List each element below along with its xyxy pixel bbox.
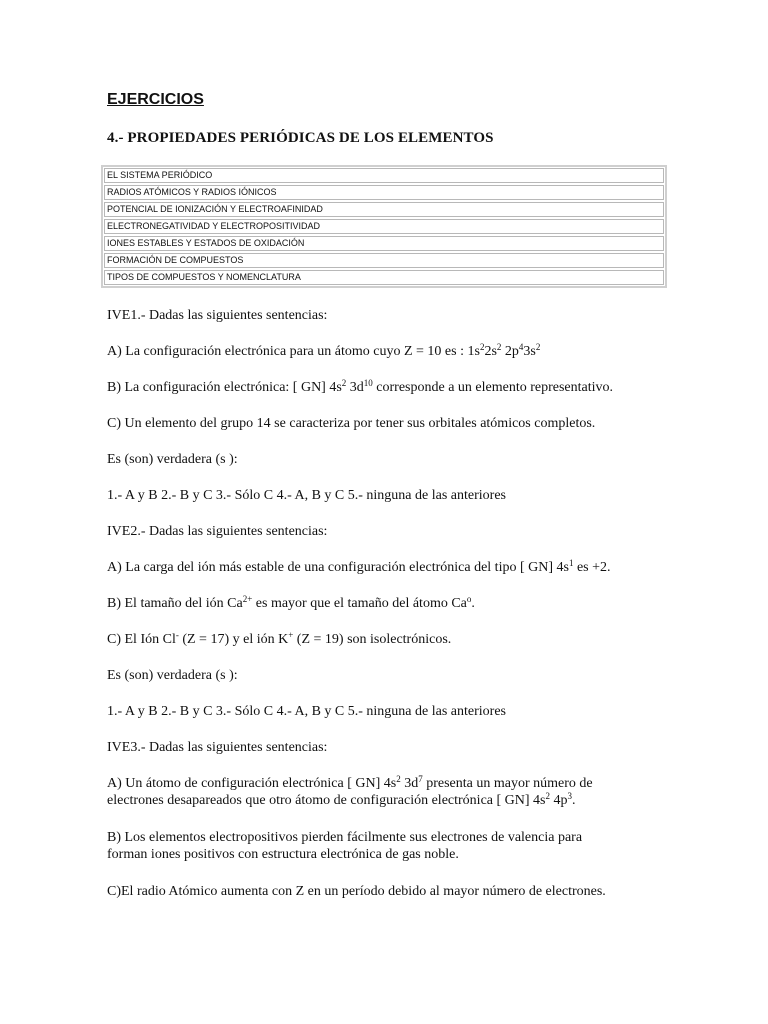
topic-row: TIPOS DE COMPUESTOS Y NOMENCLATURA — [104, 270, 664, 285]
ive2-heading: IVE2.- Dadas las siguientes sentencias: — [107, 524, 328, 539]
topic-row: RADIOS ATÓMICOS Y RADIOS IÓNICOS — [104, 185, 664, 200]
ive1-heading: IVE1.- Dadas las siguientes sentencias: — [107, 308, 328, 323]
ive3-statement-c: C)El radio Atómico aumenta con Z en un período debido al mayor número de electrones. — [107, 884, 606, 899]
ive2-statement-a: A) La carga del ión más estable de una configuración electrónica del tipo [ GN] $4s^1$ es +2. — [107, 558, 611, 575]
ive3-statement-b-line1: B) Los elementos electropositivos pierden fácilmente sus electrones de valencia para — [107, 830, 583, 845]
ive1-statement-a: A) La configuración electrónica para un átomo cuyo Z = 10 es : $1s^22s^2$ $2p^43s^2$ — [107, 342, 541, 359]
ive3-statement-a-line1: A) Un átomo de configuración electrónica [ GN] $4s^2$ $3d^7$ presenta un mayor número de — [107, 774, 593, 791]
ive2-question: Es (son) verdadera (s ): — [107, 668, 238, 683]
topic-row: FORMACIÓN DE COMPUESTOS — [104, 253, 664, 268]
page-title: EJERCICIOS — [107, 91, 204, 108]
topic-row: POTENCIAL DE IONIZACIÓN Y ELECTROAFINIDAD — [104, 202, 664, 217]
ive3-heading: IVE3.- Dadas las siguientes sentencias: — [107, 740, 328, 755]
ive1-options: 1.- A y B 2.- B y C 3.- Sólo C 4.- A, B y C 5.- ninguna de las anteriores — [107, 488, 506, 503]
ive2-options: 1.- A y B 2.- B y C 3.- Sólo C 4.- A, B y C 5.- ninguna de las anteriores — [107, 704, 506, 719]
ive2-statement-c: C) El Ión Cl- (Z = 17) y el ión K+ (Z = 19) son isolectrónicos. — [107, 630, 452, 647]
topic-row: ELECTRONEGATIVIDAD Y ELECTROPOSITIVIDAD — [104, 219, 664, 234]
ive1-statement-c: C) Un elemento del grupo 14 se caracteriza por tener sus orbitales atómicos completos. — [107, 416, 596, 431]
ive2-statement-b: B) El tamaño del ión $Ca^{2+}$ es mayor que el tamaño del átomo Ca$^o$. — [107, 594, 475, 611]
section-subtitle: 4.- PROPIEDADES PERIÓDICAS DE LOS ELEMENTOS — [107, 130, 494, 146]
topics-table — [101, 165, 667, 288]
ive1-statement-b: B) La configuración electrónica: [ GN] $4s^2$ $3d^{10}$ corresponde a un elemento representativo. — [107, 378, 614, 395]
ive3-statement-b-line2: forman iones positivos con estructura electrónica de gas noble. — [107, 847, 459, 862]
ive1-question: Es (son) verdadera (s ): — [107, 452, 238, 467]
ive3-statement-a-line2: electrones desapareados que otro átomo de configuración electrónica [ GN] $4s^2$ $4p^3$. — [107, 791, 576, 808]
topic-row: EL SISTEMA PERIÓDICO — [104, 168, 664, 183]
topic-row: IONES ESTABLES Y ESTADOS DE OXIDACIÓN — [104, 236, 664, 251]
